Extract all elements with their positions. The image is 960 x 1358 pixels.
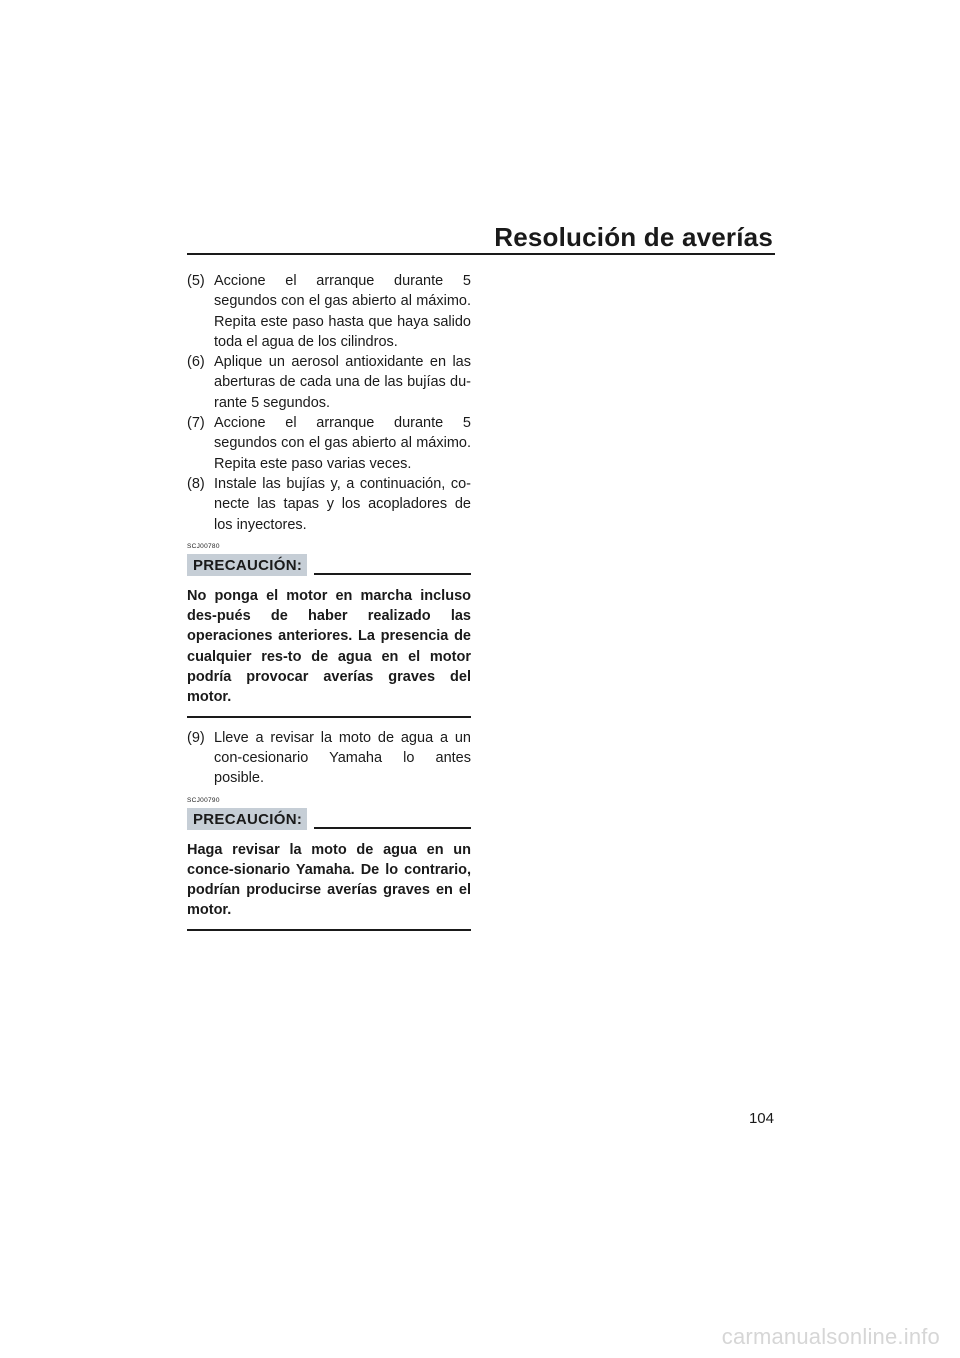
caution-header — [187, 554, 471, 576]
page-title: Resolución de averías — [494, 222, 773, 252]
content-column — [187, 271, 471, 931]
step-item — [187, 474, 471, 535]
step-item — [187, 352, 471, 413]
header-rule — [187, 253, 775, 255]
step-number: (7) — [187, 415, 205, 432]
step-text: Lleve a revisar la moto de agua a un con-cesionario Yamaha lo antes posible. — [214, 729, 471, 787]
step-item — [187, 413, 471, 474]
caution-text: Haga revisar la moto de agua en un conce-sionario Yamaha. De lo contrario, podrían producirse averías graves en el motor. — [187, 840, 471, 931]
page-number: 104 — [748, 1110, 774, 1127]
caution-label: PRECAUCIÓN: — [187, 808, 307, 830]
watermark: carmanualsonline.info — [721, 1324, 940, 1349]
step-item — [187, 728, 471, 789]
step-number: (8) — [187, 475, 205, 492]
caution-code: SCJ00790 — [187, 796, 220, 804]
step-text: Instale las bujías y, a continuación, co-necte las tapas y los acopladores de los inyectores. — [214, 475, 471, 533]
caution-label: PRECAUCIÓN: — [187, 554, 307, 576]
caution-rule — [314, 573, 471, 575]
step-item — [187, 271, 471, 352]
caution-code: SCJ00780 — [187, 542, 220, 550]
step-text: Accione el arranque durante 5 segundos con el gas abierto al máximo. Repita este paso varias veces. — [214, 415, 471, 472]
step-number: (6) — [187, 354, 205, 371]
caution-rule — [314, 827, 471, 829]
caution-text: No ponga el motor en marcha incluso des-pués de haber realizado las operaciones anteriores. La presencia de cualquier res-to de agua en el motor podría provocar averías graves del motor. — [187, 586, 471, 718]
step-text: Aplique un aerosol antioxidante en las aberturas de cada una de las bujías du-rante 5 segundos. — [214, 354, 471, 411]
step-text: Accione el arranque durante 5 segundos con el gas abierto al máximo. Repita este paso hasta que haya salido toda el agua de los cilindros. — [214, 273, 471, 350]
step-number: (9) — [187, 729, 205, 746]
step-number: (5) — [187, 273, 205, 289]
caution-header — [187, 808, 471, 830]
